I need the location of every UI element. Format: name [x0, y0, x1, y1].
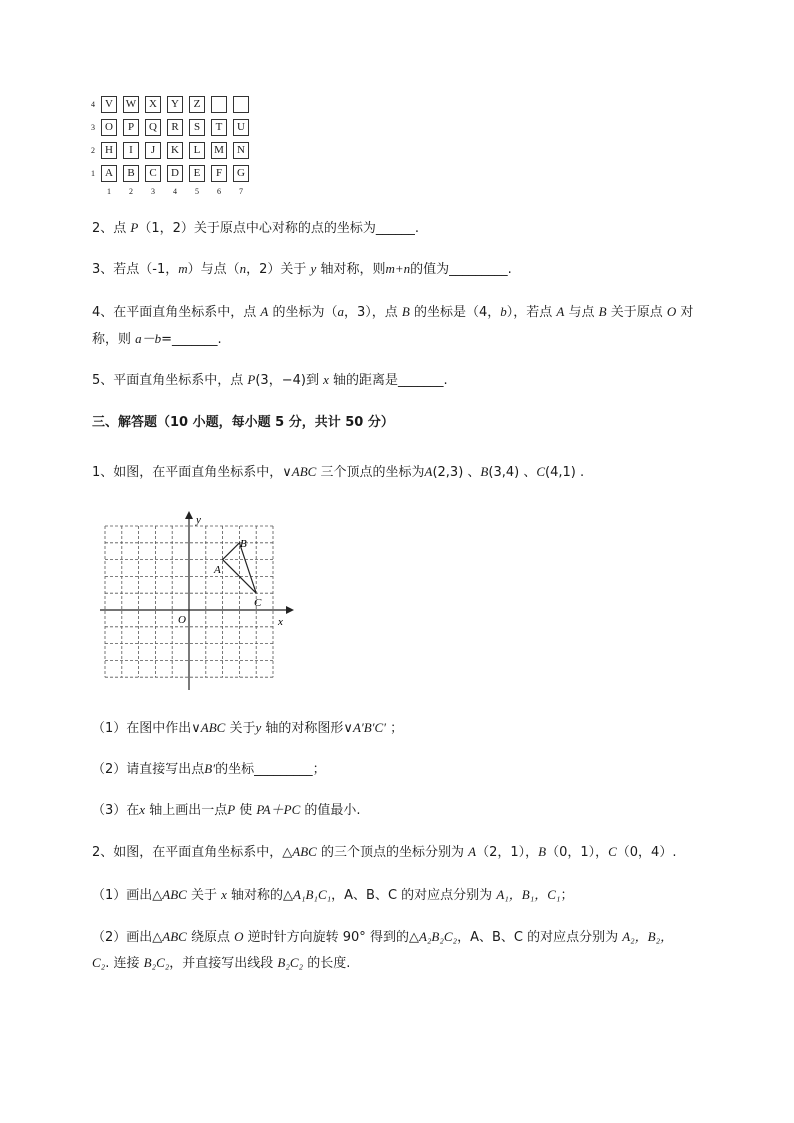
- s2-text: 的长度.: [303, 956, 351, 971]
- grid-cell: M: [211, 142, 227, 159]
- grid-cell: U: [233, 119, 249, 136]
- s1-var: y: [255, 720, 262, 735]
- s2-coord: （0，4）.: [616, 845, 677, 860]
- s2-var: A: [468, 844, 477, 859]
- q3-expr: m+n: [385, 261, 411, 276]
- s1-text: 轴上画出一点: [145, 803, 228, 818]
- point-b-label: B: [240, 538, 247, 550]
- s1-var: B′: [204, 761, 216, 776]
- grid-column-number: 4: [173, 187, 177, 196]
- grid-cell: [233, 96, 249, 113]
- s2-part-1: [92, 886, 573, 905]
- q4-expr: a－b: [135, 331, 162, 346]
- section-3-heading: 三、解答题（10 小题，每小题 5 分，共计 50 分）: [92, 415, 394, 430]
- s1-var: C: [536, 464, 546, 479]
- grid-column-number: 2: [129, 187, 133, 196]
- grid-row-number: 2: [91, 146, 95, 155]
- q4-text: 的坐标是（4，: [409, 305, 501, 320]
- q2-text: 2、点: [92, 221, 131, 236]
- grid-cell: H: [101, 142, 117, 159]
- y-axis-label: y: [196, 514, 201, 526]
- grid-column-number: 6: [217, 187, 221, 196]
- s1-text: 轴的对称图形∨: [261, 721, 353, 736]
- s2-var: C₂: [92, 955, 106, 970]
- x-axis-arrow-icon: [286, 606, 294, 614]
- s2-var: ABC: [292, 844, 317, 859]
- s2-var: B₂C₂: [277, 955, 304, 970]
- grid-cell: O: [101, 119, 117, 136]
- grid-row-number: 4: [91, 100, 95, 109]
- q4-text: 关于原点: [606, 305, 667, 320]
- s1-text: （2）请直接写出点: [92, 762, 205, 777]
- grid-cell: Y: [167, 96, 183, 113]
- s2-text: ，A、B、C 的对应点分别为: [331, 888, 497, 903]
- s1-text: 、: [463, 465, 481, 480]
- q5-text: 轴的距离是_______.: [328, 373, 448, 388]
- s2-text: ，A、B、C 的对应点分别为: [457, 930, 623, 945]
- s2-var: B₂C₂: [143, 955, 170, 970]
- s2-coord: （2，1），: [476, 845, 539, 860]
- q3-text: 轴对称，则: [316, 262, 386, 277]
- s1-text: 的坐标_________；: [215, 762, 326, 777]
- grid-cell: X: [145, 96, 161, 113]
- s1-var: ABC: [291, 464, 317, 479]
- s2-var: O: [234, 929, 244, 944]
- q5-text: (3，−4)到: [255, 373, 324, 388]
- q3-text: ）与点（: [187, 262, 240, 277]
- s2-text: （2）画出△: [92, 930, 163, 945]
- grid-cell: Z: [189, 96, 205, 113]
- point-c-label: C: [254, 597, 262, 609]
- question-5: [92, 371, 448, 390]
- grid-cell: J: [145, 142, 161, 159]
- s1-coord: (2,3): [432, 465, 464, 480]
- q4-var: b: [500, 304, 507, 319]
- s2-var: A₂，B₂，: [622, 929, 674, 944]
- origin-label: O: [178, 614, 186, 626]
- s1-part-1: [92, 719, 403, 738]
- grid-cell: F: [211, 165, 227, 182]
- s1-coord: (3,4): [488, 465, 520, 480]
- s2-text: 的三个顶点的坐标分别为: [316, 845, 469, 860]
- s1-expr: PA＋PC: [256, 802, 301, 817]
- s1-var: x: [139, 802, 146, 817]
- q4-var: B: [598, 304, 607, 319]
- grid-cell: C: [145, 165, 161, 182]
- point-a-label: A: [214, 564, 221, 576]
- grid-column-number: 7: [239, 187, 243, 196]
- grid-cell: Q: [145, 119, 161, 136]
- s1-text: 关于: [225, 721, 256, 736]
- s1-text: 1、如图，在平面直角坐标系中，∨: [92, 465, 292, 480]
- grid-column-number: 3: [151, 187, 155, 196]
- s2-var: A₁B₁C₁: [293, 887, 332, 902]
- q4-text: ，3），点: [344, 305, 402, 320]
- s2-text: ；: [560, 888, 574, 903]
- s1-text: .: [575, 465, 585, 480]
- s1-text: （1）在图中作出∨: [92, 721, 201, 736]
- s2-var: C: [608, 844, 617, 859]
- s2-text: 轴对称的△: [226, 888, 294, 903]
- s2-text: 逆时针方向旋转 90° 得到的△: [243, 930, 419, 945]
- s1-var: ABC: [200, 720, 226, 735]
- s1-text: ；: [386, 721, 404, 736]
- x-axis-label: x: [278, 616, 283, 628]
- grid-cell: W: [123, 96, 139, 113]
- s1-var: P: [227, 802, 236, 817]
- s2-coord: （0，1），: [546, 845, 609, 860]
- q5-var: x: [323, 372, 329, 387]
- grid-cell: A: [101, 165, 117, 182]
- grid-cell: I: [123, 142, 139, 159]
- s1-intro: [92, 463, 584, 482]
- s2-text: 关于: [186, 888, 222, 903]
- q4-text: =_______.: [161, 332, 222, 347]
- s1-text: 使: [235, 803, 257, 818]
- question-4-line-1: [92, 303, 693, 322]
- s2-part-2-line-1: [92, 928, 673, 947]
- q3-var: n: [239, 261, 247, 276]
- grid-cell: [211, 96, 227, 113]
- s2-var: A₂B₂C₂: [418, 929, 458, 944]
- question-2: [92, 219, 419, 238]
- letter-grid: [88, 96, 268, 202]
- question-3: [92, 260, 512, 279]
- s2-text: 2、如图，在平面直角坐标系中，△: [92, 845, 293, 860]
- grid-cell: E: [189, 165, 205, 182]
- s2-text: ，并直接写出线段: [169, 956, 278, 971]
- s2-var: ABC: [162, 929, 187, 944]
- s1-text: 的值最小.: [300, 803, 361, 818]
- q4-var: O: [666, 304, 677, 319]
- grid-cell: R: [167, 119, 183, 136]
- q4-text: 对: [676, 305, 694, 320]
- grid-cell: S: [189, 119, 205, 136]
- q5-var: P: [247, 372, 256, 387]
- s2-part-2-line-2: [92, 954, 350, 973]
- s2-var: ABC: [162, 887, 187, 902]
- coordinate-grid-figure: [98, 510, 294, 695]
- grid-cell: N: [233, 142, 249, 159]
- q2-text: （1，2）关于原点中心对称的点的坐标为______.: [138, 221, 420, 236]
- grid-row-number: 3: [91, 123, 95, 132]
- q3-text: 3、若点（-1，: [92, 262, 179, 277]
- question-4-line-2: [92, 330, 222, 349]
- s1-var: B: [480, 464, 489, 479]
- s2-var: x: [221, 887, 227, 902]
- grid-row-number: 1: [91, 169, 95, 178]
- q3-var: y: [310, 261, 317, 276]
- q4-var: B: [401, 304, 410, 319]
- s2-text: 绕原点: [186, 930, 235, 945]
- grid-cell: T: [211, 119, 227, 136]
- grid-cell: L: [189, 142, 205, 159]
- grid-cell: G: [233, 165, 249, 182]
- q3-var: m: [178, 261, 188, 276]
- s1-text: （3）在: [92, 803, 140, 818]
- q4-var: A: [556, 304, 565, 319]
- grid-cell: D: [167, 165, 183, 182]
- grid-cell: P: [123, 119, 139, 136]
- s1-var: A: [424, 464, 433, 479]
- q4-text: 的坐标为（: [268, 305, 338, 320]
- s1-var: A′B′C′: [352, 720, 387, 735]
- q3-text: ，2）关于: [246, 262, 311, 277]
- q4-text: ），若点: [506, 305, 557, 320]
- q3-text: 的值为_________.: [410, 262, 512, 277]
- grid-column-number: 5: [195, 187, 199, 196]
- q4-var: a: [337, 304, 344, 319]
- s2-var: A₁，B₁，C₁: [496, 887, 561, 902]
- s2-text: . 连接: [105, 956, 144, 971]
- grid-cell: K: [167, 142, 183, 159]
- q2-var-p: P: [130, 220, 139, 235]
- grid-cell: B: [123, 165, 139, 182]
- q4-text: 与点: [564, 305, 599, 320]
- y-axis-arrow-icon: [185, 511, 193, 519]
- grid-column-number: 1: [107, 187, 111, 196]
- s2-intro: [92, 843, 676, 862]
- q4-text: 称，则: [92, 332, 136, 347]
- s1-text: 三个顶点的坐标为: [316, 465, 425, 480]
- s2-var: B: [538, 844, 547, 859]
- s1-text: 、: [519, 465, 537, 480]
- q4-text: 4、在平面直角坐标系中，点: [92, 305, 261, 320]
- q5-text: 5、平面直角坐标系中，点: [92, 373, 248, 388]
- q4-var: A: [260, 304, 269, 319]
- s1-part-3: [92, 801, 361, 820]
- s1-coord: (4,1): [545, 465, 576, 480]
- s1-part-2: [92, 760, 326, 779]
- grid-cell: V: [101, 96, 117, 113]
- s2-text: （1）画出△: [92, 888, 163, 903]
